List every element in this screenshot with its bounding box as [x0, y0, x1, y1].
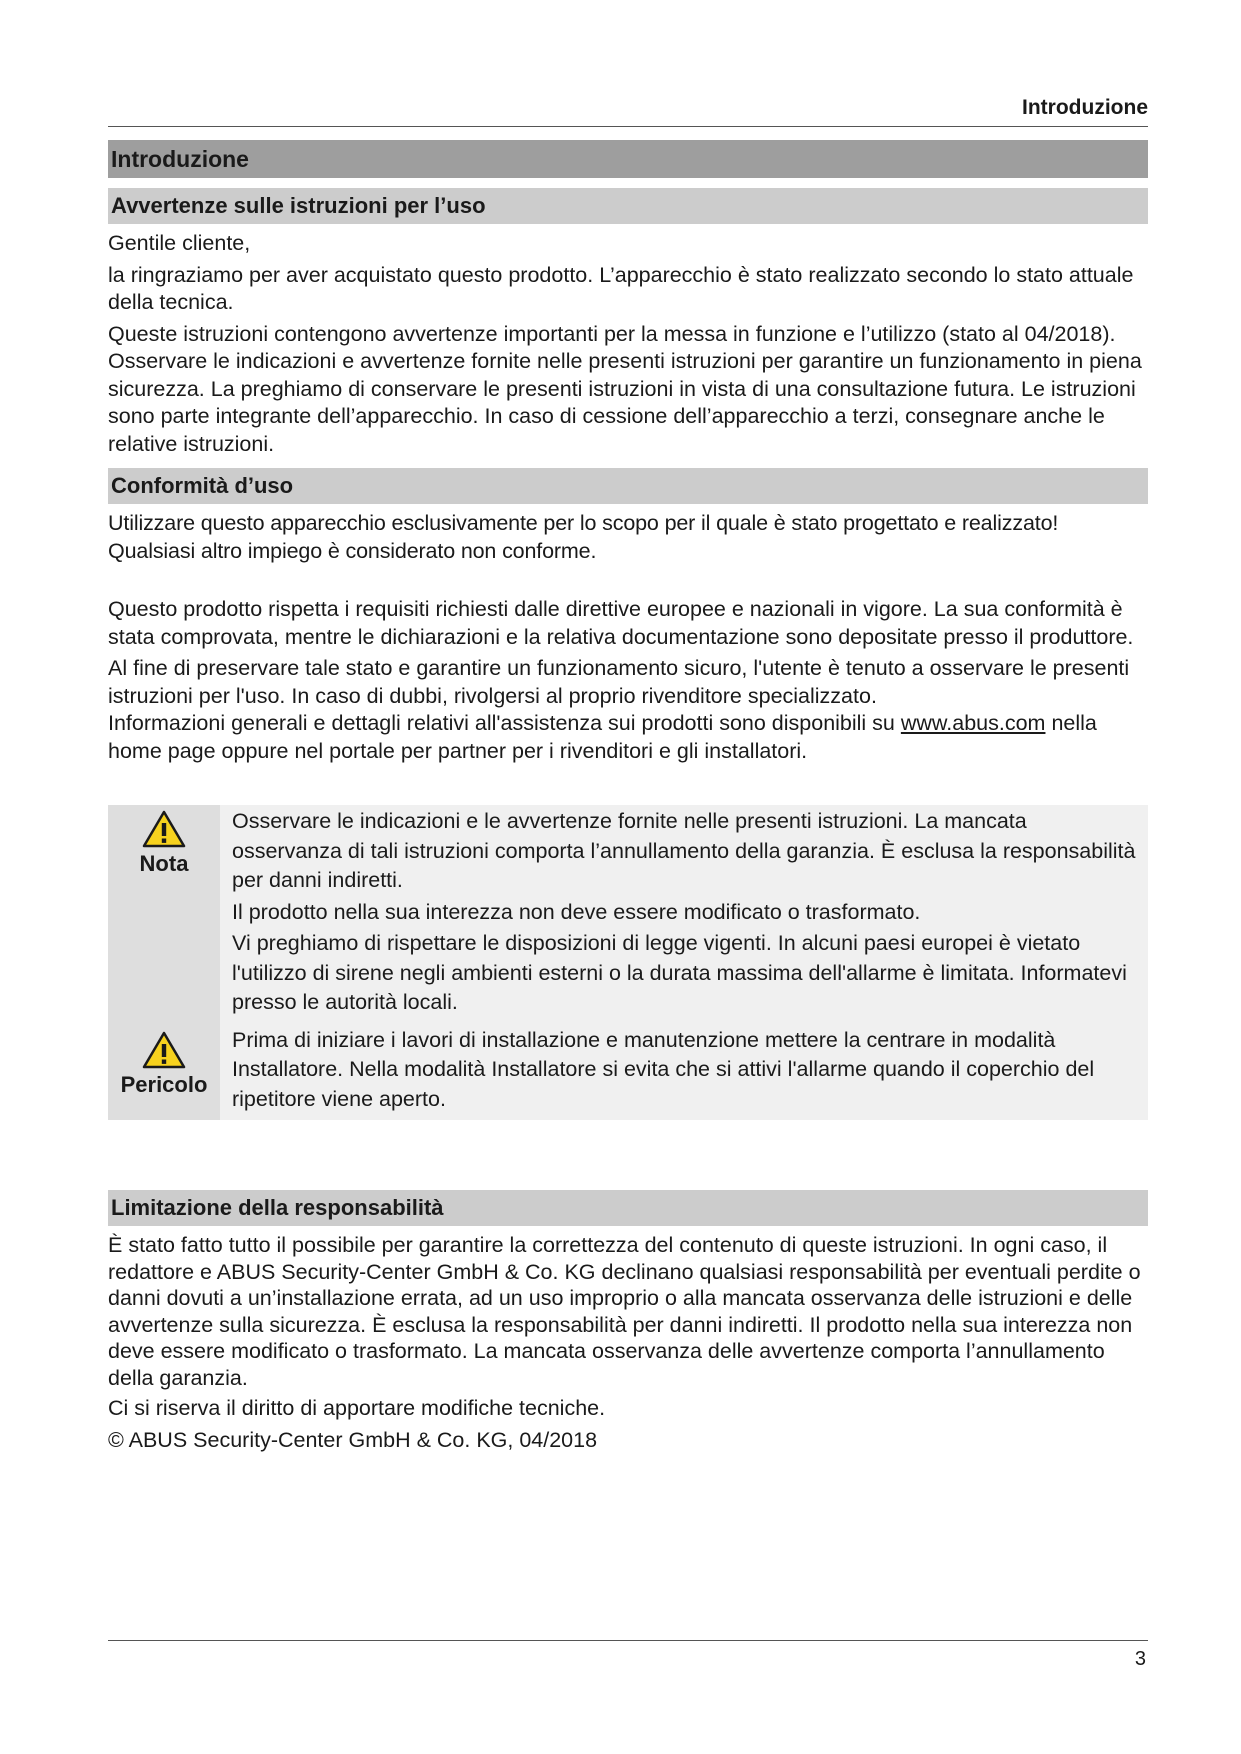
conformity-paragraph-2: Questo prodotto rispetta i requisiti richiesti dalle direttive europee e nazionali in vigore. La sua conformità è stata comprovata, mentre le dichiarazioni e la relativa documentazione sono depositate presso il produttore.: [108, 597, 1134, 649]
warning-icon: [142, 809, 186, 849]
greeting-text: Gentile cliente,: [108, 231, 251, 255]
technical-changes-text: Ci si riserva il diritto di apportare modifiche tecniche.: [108, 1396, 606, 1420]
page-number: 3: [1134, 1648, 1146, 1670]
notice-row-nota: [108, 805, 1148, 1024]
abus-website-link[interactable]: www.abus.com: [900, 711, 1046, 735]
warning-icon: [142, 1030, 186, 1070]
notice-table: [108, 805, 1148, 1120]
notice-text-cell: [220, 1024, 1148, 1121]
conformity-paragraph-4: [108, 710, 1148, 765]
section-title: Introduzione: [108, 140, 1148, 178]
instructions-paragraph: Queste istruzioni contengono avvertenze importanti per la messa in funzione e l’utilizzo (stato al 04/2018). Osservare le indicazioni e avvertenze fornite nelle presenti istruzioni per garantire un funzionamento in piena sicurezza. La preghiamo di conservare le presenti istruzioni in vista di una consultazione futura. Le istruzioni sono parte integrante dell’apparecchio. In caso di cessione dell’apparecchio a terzi, consegnare anche le relative istruzioni.: [108, 321, 1142, 456]
nota-text-2: Il prodotto nella sua interezza non deve essere modificato o trasformato.: [232, 899, 921, 924]
notice-label-cell: [108, 1024, 220, 1121]
pericolo-text: Prima di iniziare i lavori di installazione e manutenzione mettere la centrare in modalità Installatore. Nella modalità Installatore si evita che si attivi l'allarme quando il coperchio del ripetitore viene aperto.: [232, 1027, 1095, 1111]
liability-heading: Limitazione della responsabilità: [108, 1190, 1148, 1226]
page-content: [108, 140, 1148, 1458]
running-header: Introduzione: [1022, 96, 1148, 119]
thanks-paragraph: la ringraziamo per aver acquistato questo prodotto. L’apparecchio è stato realizzato secondo lo stato attuale della tecnica.: [108, 262, 1134, 314]
notice-text-cell: [220, 805, 1148, 1024]
header-divider: [108, 126, 1148, 127]
support-info-text-tail: nella home page oppure nel portale per partner per i rivenditori e gli installatori.: [108, 711, 1097, 763]
copyright-text: © ABUS Security-Center GmbH & Co. KG, 04/2018: [108, 1427, 598, 1452]
nota-label: Nota: [139, 851, 189, 876]
footer-divider: [108, 1640, 1148, 1641]
instructions-heading: Avvertenze sulle istruzioni per l’uso: [108, 188, 1148, 224]
notice-row-pericolo: [108, 1024, 1148, 1121]
notice-label-cell: [108, 805, 220, 1024]
conformity-paragraph-1: Utilizzare questo apparecchio esclusivamente per lo scopo per il quale è stato progettato e realizzato! Qualsiasi altro impiego è considerato non conforme.: [108, 511, 1059, 563]
liability-paragraph: È stato fatto tutto il possibile per garantire la correttezza del contenuto di queste istruzioni. In ogni caso, il redattore e ABUS Security-Center GmbH & Co. KG declinano qualsiasi responsabilità per eventuali perdite o danni dovuti a un’installazione errata, ad un uso improprio o alla mancata osservanza delle istruzioni e delle avvertenze sulla sicurezza. È esclusa la responsabilità per danni indiretti. Il prodotto nella sua interezza non deve essere modificato o trasformato. La mancata osservanza delle avvertenze comporta l’annullamento della garanzia.: [108, 1233, 1141, 1390]
nota-text-1: Osservare le indicazioni e le avvertenze fornite nelle presenti istruzioni. La mancata osservanza di tali istruzioni comporta l’annullamento della garanzia. È esclusa la responsabilità per danni indiretti.: [232, 809, 1136, 892]
conformity-paragraph-3: Al fine di preservare tale stato e garantire un funzionamento sicuro, l'utente è tenuto a osservare le presenti istruzioni per l'uso. In caso di dubbi, rivolgersi al proprio rivenditore specializzato.: [108, 656, 1130, 708]
nota-text-3: Vi preghiamo di rispettare le disposizioni di legge vigenti. In alcuni paesi europei è vietato l'utilizzo di sirene negli ambienti esterni o la durata massima dell'allarme è limitata. Informatevi presso le autorità locali.: [232, 931, 1127, 1014]
pericolo-label: Pericolo: [120, 1071, 208, 1097]
support-info-text: Informazioni generali e dettagli relativi all'assistenza sui prodotti sono disponibili su: [108, 711, 901, 735]
conformity-heading: Conformità d’uso: [108, 468, 1148, 504]
